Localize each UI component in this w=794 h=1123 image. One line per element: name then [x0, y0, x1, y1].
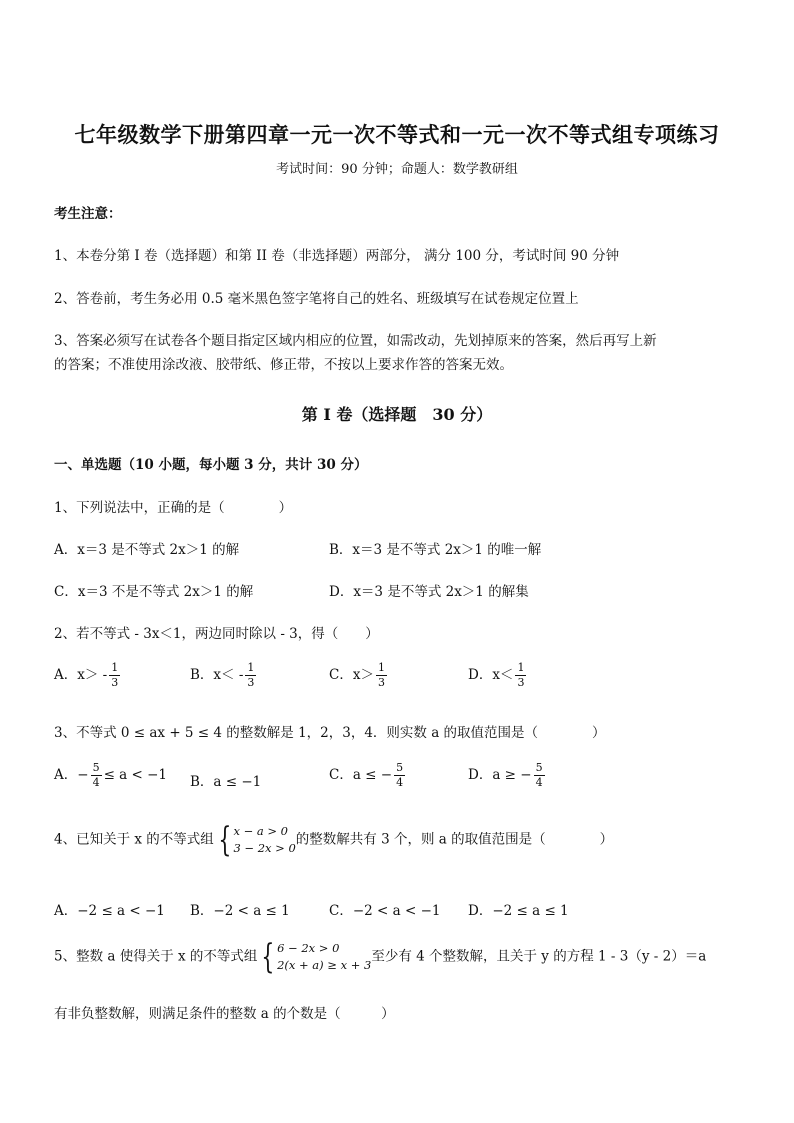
q3-option-d-prefix: D．a ≥ −	[468, 767, 532, 783]
q3-option-a	[54, 761, 167, 790]
q3-option-d	[468, 761, 547, 790]
q5-stem-prefix: 5、整数 a 使得关于 x 的不等式组	[54, 948, 258, 965]
q1-option-b: B．x＝3 是不等式 2x＞1 的唯一解	[329, 542, 542, 558]
q2-option-b	[190, 661, 258, 690]
inequality-system	[214, 820, 296, 860]
q3-option-c	[329, 761, 407, 790]
page-title: 七年级数学下册第四章一元一次不等式和一元一次不等式组专项练习	[74, 122, 720, 147]
fraction-denominator: 3	[247, 676, 255, 689]
fraction-numerator: 1	[517, 661, 525, 674]
q5-stem	[54, 937, 707, 977]
notice-heading: 考生注意：	[54, 206, 122, 222]
system-row-1: 6 − 2x > 0	[277, 941, 340, 955]
notice-item-3-cont: 的答案；不准使用涂改液、胶带纸、修正带，不按以上要求作答的答案无效。	[54, 357, 513, 373]
system-row-1: x − a > 0	[233, 824, 288, 838]
q2-option-b-text: B．x＜ -	[190, 667, 244, 683]
q1-stem: 1、下列说法中，正确的是（ ）	[54, 500, 293, 516]
q2-option-a-text: A．x＞ -	[54, 667, 108, 683]
q3-option-c-prefix: C．a ≤ −	[329, 767, 393, 783]
fraction-denominator: 4	[396, 776, 404, 789]
q4-stem-prefix: 4、已知关于 x 的不等式组	[54, 831, 214, 848]
q4-stem	[54, 820, 614, 860]
fraction-numerator: 1	[377, 661, 385, 674]
inequality-system	[257, 937, 372, 977]
fraction	[109, 661, 120, 690]
q2-option-c	[329, 661, 389, 690]
q3-option-a-suffix: ≤ a < −1	[103, 767, 168, 783]
q2-option-a	[54, 661, 122, 690]
brace-icon: {	[261, 937, 275, 977]
fraction	[376, 661, 387, 690]
notice-item-2: 2、答卷前，考生务必用 0.5 毫米黑色签字笔将自己的姓名、班级填写在试卷规定位置上	[54, 291, 579, 307]
q2-option-d	[468, 661, 528, 690]
system-row-2: 3 − 2x > 0	[233, 841, 296, 855]
fraction-numerator: 1	[111, 661, 119, 674]
fraction-denominator: 3	[111, 676, 119, 689]
fraction	[394, 761, 405, 790]
q2-option-c-text: C．x＞	[329, 667, 374, 683]
q3-option-a-prefix: A．−	[54, 767, 89, 783]
fraction-denominator: 4	[92, 776, 100, 789]
notice-item-1: 1、本卷分第 I 卷（选择题）和第 II 卷（非选择题）两部分， 满分 100 分，考试时间 90 分钟	[54, 248, 620, 264]
page-subtitle: 考试时间：90 分钟；命题人：数学教研组	[276, 162, 518, 177]
fraction	[245, 661, 256, 690]
fraction-denominator: 3	[377, 676, 385, 689]
fraction-numerator: 5	[92, 761, 100, 774]
q5-stem-line2: 有非负整数解，则满足条件的整数 a 的个数是（ ）	[54, 1006, 395, 1022]
fraction-numerator: 5	[535, 761, 543, 774]
fraction	[515, 661, 526, 690]
q4-option-b: B．−2 < a ≤ 1	[190, 903, 290, 919]
q4-option-c: C．−2 < a < −1	[329, 903, 441, 919]
q2-option-d-text: D．x＜	[468, 667, 514, 683]
q5-stem-suffix: 至少有 4 个整数解，且关于 y 的方程 1 - 3（y - 2）＝a	[371, 948, 707, 965]
q2-stem: 2、若不等式 - 3x＜1，两边同时除以 - 3，得（ ）	[54, 626, 379, 642]
part-heading: 一、单选题（10 小题，每小题 3 分，共计 30 分）	[54, 457, 368, 473]
q3-stem: 3、不等式 0 ≤ ax + 5 ≤ 4 的整数解是 1，2，3，4．则实数 a 的取值范围是（ ）	[54, 725, 606, 741]
brace-icon: {	[218, 820, 232, 860]
fraction	[91, 761, 102, 790]
q4-stem-suffix: 的整数解共有 3 个，则 a 的取值范围是（ ）	[295, 831, 614, 848]
fraction-denominator: 3	[517, 676, 525, 689]
fraction-denominator: 4	[535, 776, 543, 789]
q3-option-b: B．a ≤ −1	[190, 774, 262, 790]
q4-option-d: D．−2 ≤ a ≤ 1	[468, 903, 569, 919]
q1-option-a: A．x＝3 是不等式 2x＞1 的解	[54, 542, 240, 558]
q1-option-d: D．x＝3 是不等式 2x＞1 的解集	[329, 584, 529, 600]
q1-option-c: C．x＝3 不是不等式 2x＞1 的解	[54, 584, 254, 600]
fraction	[534, 761, 545, 790]
fraction-numerator: 1	[247, 661, 255, 674]
notice-item-3: 3、答案必须写在试卷各个题目指定区域内相应的位置，如需改动，先划掉原来的答案，然后再写上新	[54, 333, 657, 349]
fraction-numerator: 5	[396, 761, 404, 774]
section-title: 第 I 卷（选择题 30 分）	[301, 405, 493, 424]
q4-option-a: A．−2 ≤ a < −1	[54, 903, 165, 919]
system-row-2: 2(x + a) ≥ x + 3	[277, 958, 372, 972]
